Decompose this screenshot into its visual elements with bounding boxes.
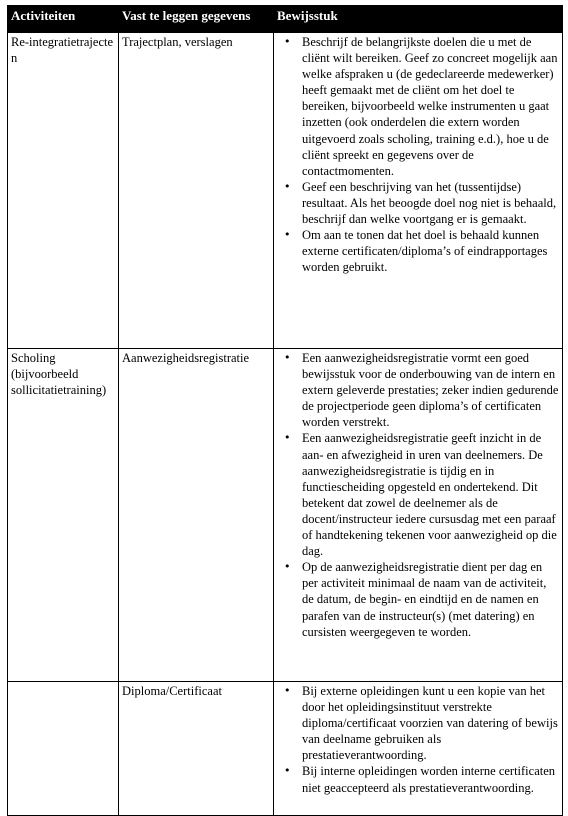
table-row — [8, 682, 563, 816]
list-item: • Beschrijf de belangrijkste doelen die u met de cliënt wilt bereiken. Geef zo concreet mogelijk aan welke afspraken u (de gedeclareerde medewerker) heeft gemaakt met de cliënt om het doel te bereiken, bijvoorbeeld welke instrumenten u gaat inzetten (ook onderdelen die extern worden uitgevoerd zoals scholing, training e.d.), hoe u de cliënt spreekt en gegevens over de contactmomenten. — [302, 34, 560, 179]
evidence-list — [280, 34, 560, 275]
activity-cell: Scholing (bijvoorbeeld sollicitatietraining) — [8, 349, 119, 682]
header-evidence: Bewijsstuk — [274, 6, 563, 33]
header-activities: Activiteiten — [8, 6, 119, 33]
evidence-cell — [274, 33, 563, 349]
table-row — [8, 349, 563, 682]
evidence-table — [7, 5, 563, 816]
list-item: • Bij externe opleidingen kunt u een kopie van het door het opleidingsinstituut verstrekte diploma/certificaat voorzien van datering of bewijs van deelname gebruiken als prestatieverantwoording. — [302, 683, 560, 763]
list-item: • Een aanwezigheidsregistratie vormt een goed bewijsstuk voor de onderbouwing van de intern en extern geleverde prestaties; zeker indien gedurende de projectperiode geen diploma’s of certificaten worden verstrekt. — [302, 350, 560, 430]
evidence-cell — [274, 682, 563, 816]
activity-cell — [8, 682, 119, 816]
evidence-list — [280, 683, 560, 796]
list-item: • Een aanwezigheidsregistratie geeft inzicht in de aan- en afwezigheid in uren van deelnemers. De aanwezigheidsregistratie is tijdig en in functiescheiding opgesteld en ondertekend. Dit betekent dat zowel de deelnemer als de docent/instructeur iedere cursusdag met een paraaf of handtekening tekenen voor aanwezigheid op die dag. — [302, 430, 560, 559]
data-cell: Trajectplan, verslagen — [119, 33, 274, 349]
evidence-cell — [274, 349, 563, 682]
list-item: • Op de aanwezigheidsregistratie dient per dag en per activiteit minimaal de naam van de activiteit, de datum, de begin- en eindtijd en de namen en parafen van de instructeur(s) (met datering) en cursisten weergegeven te worden. — [302, 559, 560, 639]
table-row — [8, 33, 563, 349]
evidence-list — [280, 350, 560, 640]
list-item: • Bij interne opleidingen worden interne certificaten niet geaccepteerd als prestatieverantwoording. — [302, 763, 560, 795]
header-data-to-record: Vast te leggen gegevens — [119, 6, 274, 33]
list-item: • Geef een beschrijving van het (tussentijdse) resultaat. Als het beoogde doel nog niet is behaald, beschrijf dan welke voortgang er is gemaakt. — [302, 179, 560, 227]
list-item: • Om aan te tonen dat het doel is behaald kunnen externe certificaten/diploma’s of eindrapportages worden gebruikt. — [302, 227, 560, 275]
data-cell: Aanwezigheidsregistratie — [119, 349, 274, 682]
data-cell: Diploma/Certificaat — [119, 682, 274, 816]
table-header-row — [8, 6, 563, 33]
activity-cell: Re-integratietrajecten — [8, 33, 119, 349]
